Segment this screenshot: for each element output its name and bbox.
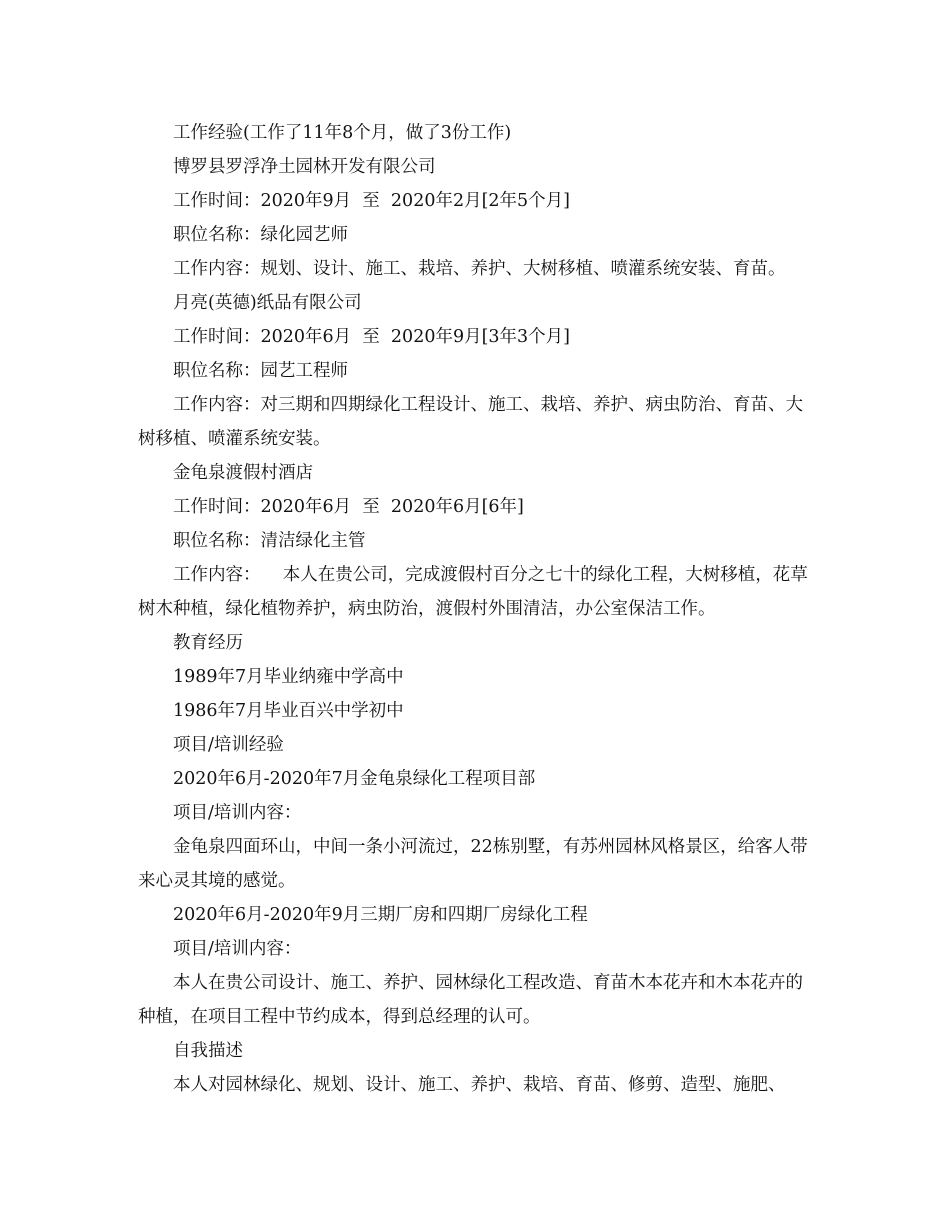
section-heading-education: 教育经历 <box>173 633 243 653</box>
company-name: 月亮(英德)纸品有限公司 <box>173 293 362 313</box>
job-description: 工作内容：规划、设计、施工、栽培、养护、大树移植、喷灌系统安装、育苗。 <box>173 259 786 279</box>
section-heading-work-experience: 工作经验(工作了11年8个月，做了3份工作) <box>173 123 512 143</box>
project-description: 本人在贵公司设计、施工、养护、园林绿化工程改造、育苗木本花卉和木本花卉的种植，在项目工程中节约成本，得到总经理的认可。 <box>138 973 803 1027</box>
project-content-label: 项目/培训内容： <box>173 939 302 959</box>
project-title: 2020年6月-2020年7月金龟泉绿化工程项目部 <box>173 769 536 789</box>
job-title: 职位名称：园艺工程师 <box>173 361 348 381</box>
work-period: 工作时间：2020年6月 至 2020年6月[6年] <box>173 497 524 517</box>
education-entry: 1989年7月毕业纳雍中学高中 <box>173 667 404 687</box>
project-description: 金龟泉四面环山，中间一条小河流过，22栋别墅，有苏州园林风格景区，给客人带来心灵其境的感觉。 <box>138 837 808 891</box>
company-name: 博罗县罗浮净土园林开发有限公司 <box>173 157 436 177</box>
job-description: 工作内容：对三期和四期绿化工程设计、施工、栽培、养护、病虫防治、育苗、大树移植、喷灌系统安装。 <box>138 395 803 449</box>
section-heading-projects: 项目/培训经验 <box>173 735 284 755</box>
education-entry: 1986年7月毕业百兴中学初中 <box>173 701 404 721</box>
work-period: 工作时间：2020年6月 至 2020年9月[3年3个月] <box>173 327 571 347</box>
job-title: 职位名称：绿化园艺师 <box>173 225 348 245</box>
company-name: 金龟泉渡假村酒店 <box>173 463 313 483</box>
job-title: 职位名称：清洁绿化主管 <box>173 531 366 551</box>
project-title: 2020年6月-2020年9月三期厂房和四期厂房绿化工程 <box>173 905 588 925</box>
work-period: 工作时间：2020年9月 至 2020年2月[2年5个月] <box>173 191 571 211</box>
section-heading-self-description: 自我描述 <box>173 1041 243 1061</box>
job-description: 工作内容： 本人在贵公司，完成渡假村百分之七十的绿化工程，大树移植，花草树木种植，绿化植物养护，病虫防治，渡假村外围清洁，办公室保洁工作。 <box>138 565 808 619</box>
self-description-text: 本人对园林绿化、规划、设计、施工、养护、栽培、育苗、修剪、造型、施肥、 <box>173 1075 786 1095</box>
resume-body <box>138 116 818 1102</box>
project-content-label: 项目/培训内容： <box>173 803 302 823</box>
